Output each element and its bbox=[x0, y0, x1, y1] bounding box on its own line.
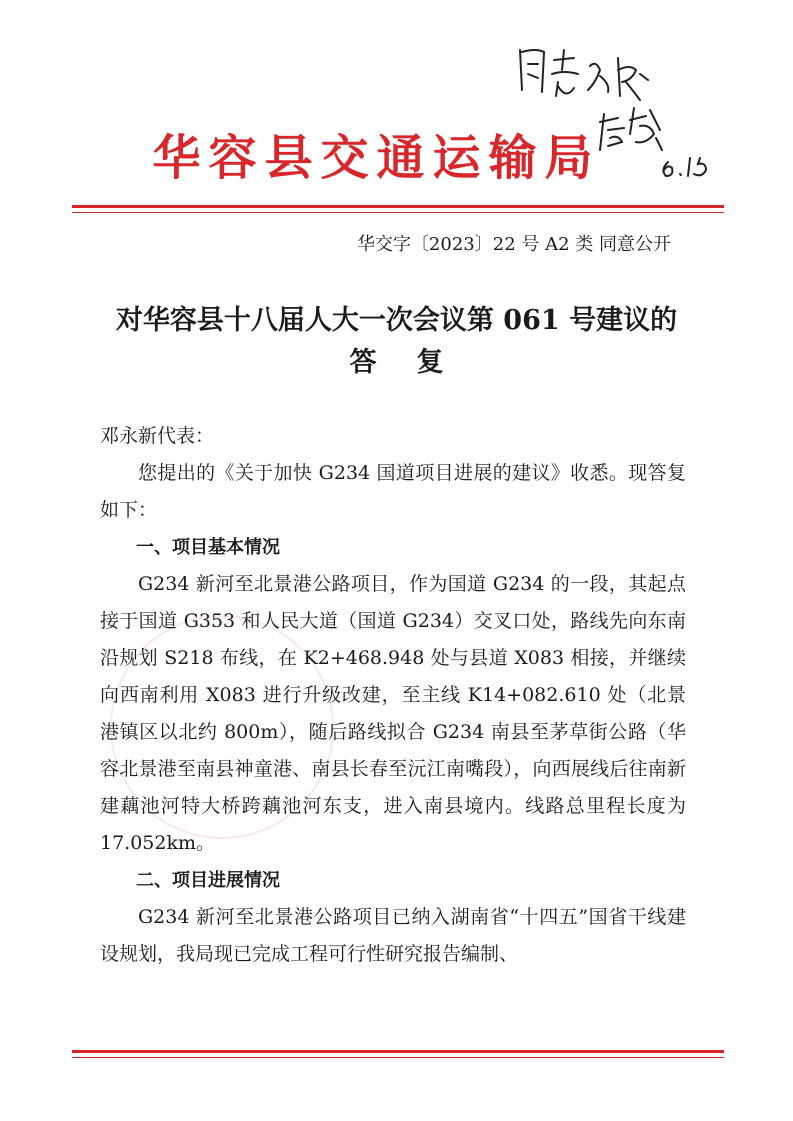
title-line-2: 答复 bbox=[349, 347, 484, 378]
section-2-heading: 二、项目进展情况 bbox=[136, 870, 280, 891]
section-1-paragraph: G234 新河至北景港公路项目，作为国道 G234 的一段，其起点接于国道 G353 和人民大道（国道 G234）交叉口处，路线先向东南沿规划 S218 布线，在 K2+468.948 处与县道 X083 相接，并继续向西南利用 X083 进行升级改建，至主线 K14+082.610 处（北景港镇区以北约 800m），随后路线拟合 G234 南县至茅草街公路（华容北景港至南县神童港、南县长春至沅江南嘴段），向西展线后往南新建藕池河特大桥跨藕池河东支，进入南县境内。线路总里程长度为 17.052km。 bbox=[100, 573, 686, 854]
document-title bbox=[60, 300, 733, 384]
header-divider-thin bbox=[72, 212, 724, 213]
intro-paragraph: 您提出的《关于加快 G234 国道项目进展的建议》收悉。现答复如下： bbox=[100, 462, 686, 521]
footer-divider-thin bbox=[72, 1057, 724, 1058]
header-divider-thick bbox=[72, 205, 724, 208]
salutation: 邓永新代表： bbox=[100, 425, 215, 447]
footer-divider-thick bbox=[72, 1050, 724, 1053]
title-line-1: 对华容县十八届人大一次会议第 061 号建议的 bbox=[115, 305, 678, 336]
letter-body bbox=[100, 418, 686, 973]
section-1-heading: 一、项目基本情况 bbox=[136, 537, 280, 558]
section-2-paragraph: G234 新河至北景港公路项目已纳入湖南省“十四五”国省干线建设规划，我局现已完成工程可行性研究报告编制、 bbox=[100, 906, 686, 965]
document-number: 华交字〔2023〕22 号 A2 类 同意公开 bbox=[356, 234, 671, 255]
issuing-authority-title: 华容县交通运输局 bbox=[152, 130, 601, 186]
